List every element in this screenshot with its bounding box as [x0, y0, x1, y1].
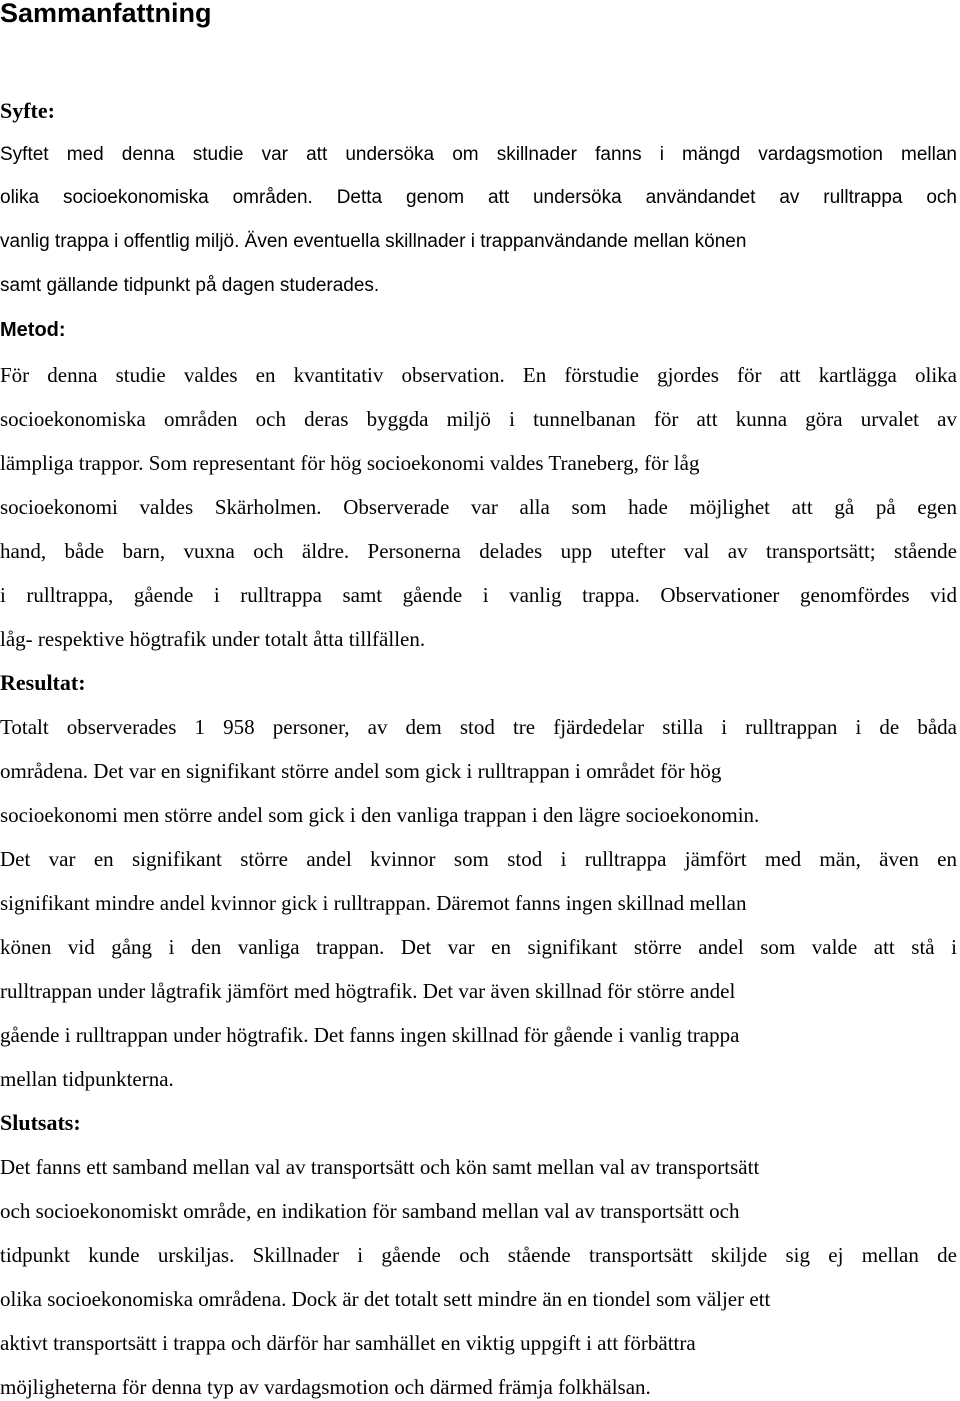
metod-line-4: socioekonomi valdes Skärholmen. Observerade var alla som hade möjlighet att gå på egen: [0, 495, 957, 519]
section-heading-resultat: Resultat:: [0, 670, 86, 695]
slutsats-line-4: olika socioekonomiska områdena. Dock är det totalt sett mindre än en tiondel som väljer ett: [0, 1287, 771, 1311]
section-heading-syfte: Syfte:: [0, 98, 55, 123]
metod-line-7: låg- respektive högtrafik under totalt åtta tillfällen.: [0, 627, 426, 651]
syfte-line-1: Syftet med denna studie var att undersöka om skillnader fanns i mängd vardagsmotion mellan: [0, 144, 957, 165]
slutsats-line-6: möjligheterna för denna typ av vardagsmotion och därmed främja folkhälsan.: [0, 1375, 651, 1399]
slutsats-line-1: Det fanns ett samband mellan val av transportsätt och kön samt mellan val av transportsätt: [0, 1155, 760, 1179]
resultat-line-2: områdena. Det var en signifikant större andel som gick i rulltrappan i området för hög: [0, 759, 722, 783]
resultat-line-8: gående i rulltrappan under högtrafik. Det fanns ingen skillnad för gående i vanlig trappa: [0, 1023, 740, 1047]
resultat-line-1: Totalt observerades 1 958 personer, av dem stod tre fjärdedelar stilla i rulltrappan i de båda: [0, 715, 957, 739]
slutsats-line-3: tidpunkt kunde urskiljas. Skillnader i gående och stående transportsätt skiljde sig ej mellan de: [0, 1243, 957, 1267]
section-heading-slutsats: Slutsats:: [0, 1110, 81, 1135]
metod-line-5: hand, både barn, vuxna och äldre. Personerna delades upp utefter val av transportsätt; stående: [0, 539, 957, 563]
metod-line-2: socioekonomiska områden och deras byggda miljö i tunnelbanan för att kunna göra urvalet av: [0, 407, 957, 431]
resultat-line-7: rulltrappan under lågtrafik jämfört med högtrafik. Det var även skillnad för större andel: [0, 979, 736, 1003]
metod-line-1: För denna studie valdes en kvantitativ observation. En förstudie gjordes för att kartlägga olika: [0, 363, 957, 387]
section-heading-metod: Metod:: [0, 319, 66, 341]
resultat-line-5: signifikant mindre andel kvinnor gick i rulltrappan. Däremot fanns ingen skillnad mellan: [0, 891, 747, 915]
resultat-line-6: könen vid gång i den vanliga trappan. Det var en signifikant större andel som valde att stå i: [0, 935, 957, 959]
document-title: Sammanfattning: [0, 0, 212, 28]
resultat-line-3: socioekonomi men större andel som gick i den vanliga trappan i den lägre socioekonomin.: [0, 803, 760, 827]
slutsats-line-5: aktivt transportsätt i trappa och därför har samhället en viktig uppgift i att förbättra: [0, 1331, 696, 1355]
resultat-line-9: mellan tidpunkterna.: [0, 1067, 174, 1091]
syfte-line-3: vanlig trappa i offentlig miljö. Även eventuella skillnader i trappanvändande mellan könen: [0, 231, 747, 252]
syfte-line-2: olika socioekonomiska områden. Detta genom att undersöka användandet av rulltrappa och: [0, 187, 957, 208]
metod-line-6: i rulltrappa, gående i rulltrappa samt gående i vanlig trappa. Observationer genomfördes vid: [0, 583, 957, 607]
metod-line-3: lämpliga trappor. Som representant för hög socioekonomi valdes Traneberg, för låg: [0, 451, 700, 475]
resultat-line-4: Det var en signifikant större andel kvinnor som stod i rulltrappa jämfört med män, även en: [0, 847, 957, 871]
slutsats-line-2: och socioekonomiskt område, en indikation för samband mellan val av transportsätt och: [0, 1199, 740, 1223]
syfte-line-4: samt gällande tidpunkt på dagen studerades.: [0, 275, 380, 296]
